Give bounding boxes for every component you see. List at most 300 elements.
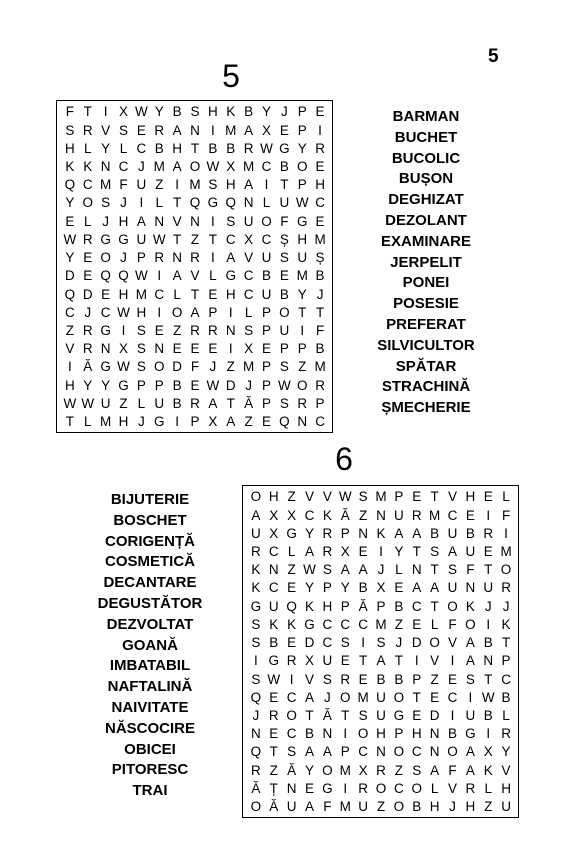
grid-cell: F — [190, 359, 200, 375]
grid-cell: J — [120, 195, 127, 211]
grid-cell: E — [358, 544, 368, 560]
grid-cell: W — [303, 562, 316, 578]
grid-cell: Y — [65, 195, 75, 211]
grid-cell: R — [82, 231, 93, 247]
grid-cell: G — [118, 377, 129, 393]
grid-cell: T — [269, 744, 278, 760]
grid-cell: C — [286, 689, 297, 705]
grid-cell: H — [65, 140, 75, 156]
grid-cell: C — [154, 286, 165, 302]
grid-cell: D — [225, 377, 236, 393]
grid-cell: K — [83, 159, 93, 175]
grid-cell: B — [315, 341, 325, 357]
grid-cell: W — [206, 377, 220, 393]
grid-cell: Z — [226, 359, 235, 375]
grid-cell: L — [502, 708, 510, 724]
word-list-item: BUȘON — [398, 170, 454, 188]
word-list-item: GOANĂ — [122, 636, 178, 654]
grid-cell: G — [465, 726, 476, 742]
grid-cell: L — [84, 213, 92, 229]
word-list-item: PONEI — [402, 274, 450, 292]
grid-cell: H — [118, 414, 129, 430]
grid-cell: T — [430, 562, 439, 578]
grid-cell: Q — [64, 177, 76, 193]
grid-cell: F — [119, 177, 128, 193]
grid-cell: A — [305, 544, 315, 560]
grid-cell: G — [100, 231, 111, 247]
grid-cell: M — [375, 616, 387, 632]
grid-cell: C — [322, 616, 333, 632]
word-list-puzzle-5 — [356, 108, 496, 417]
word-list-item: NĂSCOCIRE — [104, 719, 195, 737]
grid-cell: C — [358, 616, 368, 632]
grid-cell: P — [136, 377, 146, 393]
grid-cell: M — [189, 177, 201, 193]
grid-cell: T — [226, 395, 235, 411]
grid-cell: C — [340, 616, 351, 632]
grid-cell: I — [210, 122, 215, 138]
grid-cell: G — [118, 231, 129, 247]
grid-cell: R — [243, 140, 254, 156]
grid-cell: R — [268, 708, 279, 724]
grid-cell: I — [361, 635, 365, 651]
grid-cell: N — [154, 213, 165, 229]
grid-cell: C — [322, 635, 333, 651]
grid-cell: W — [277, 377, 291, 393]
grid-cell: V — [244, 250, 254, 266]
grid-cell: H — [297, 231, 308, 247]
grid-cell: F — [501, 507, 511, 523]
grid-cell: I — [486, 726, 491, 742]
grid-cell: L — [430, 616, 439, 632]
grid-cell: S — [251, 616, 261, 632]
grid-cell: O — [286, 708, 297, 724]
grid-cell: T — [173, 195, 182, 211]
grid-cell: Ș — [279, 231, 289, 247]
grid-cell: I — [228, 341, 233, 357]
grid-cell: S — [208, 177, 218, 193]
grid-cell: I — [379, 544, 383, 560]
grid-cell: R — [315, 377, 325, 393]
grid-cell: B — [315, 268, 325, 284]
grid-cell: T — [190, 140, 200, 156]
grid-cell: A — [465, 762, 475, 778]
word-list-item: BIJUTERIE — [110, 491, 190, 508]
grid-cell: X — [376, 580, 386, 596]
grid-cell: G — [393, 708, 405, 724]
grid-cell: M — [242, 159, 255, 175]
grid-cell: X — [226, 159, 236, 175]
page-number: 5 — [488, 46, 499, 67]
grid-cell: J — [138, 159, 145, 175]
grid-cell: R — [251, 762, 261, 778]
grid-cell: N — [286, 780, 297, 796]
grid-cell: O — [357, 726, 369, 742]
grid-cell: U — [268, 598, 279, 614]
grid-cell: H — [411, 726, 422, 742]
grid-cell: T — [305, 708, 314, 724]
grid-cell: U — [243, 213, 254, 229]
grid-cell: J — [449, 799, 456, 815]
grid-cell: O — [465, 616, 476, 632]
grid-cell: E — [315, 213, 325, 229]
grid-cell: J — [395, 635, 403, 651]
grid-cell: H — [118, 213, 129, 229]
word-list-item: COSMETICĂ — [105, 553, 195, 571]
grid-cell: W — [81, 395, 95, 411]
grid-cell: G — [154, 414, 165, 430]
grid-cell: W — [63, 231, 77, 247]
letter-grid-puzzle-6 — [242, 485, 519, 818]
word-list-item: DEZOLANT — [385, 211, 467, 229]
grid-cell: A — [412, 580, 422, 596]
grid-cell: R — [82, 122, 93, 138]
grid-cell: C — [411, 598, 422, 614]
grid-cell: U — [465, 708, 476, 724]
grid-cell: X — [119, 104, 129, 120]
grid-cell: S — [119, 122, 129, 138]
grid-cell: H — [172, 140, 182, 156]
grid-cell: E — [83, 268, 93, 284]
grid-cell: A — [208, 395, 218, 411]
grid-cell: X — [261, 122, 271, 138]
grid-cell: F — [315, 323, 325, 339]
grid-cell: A — [430, 580, 440, 596]
grid-cell: N — [358, 525, 368, 541]
grid-cell: Y — [261, 104, 271, 120]
grid-cell: Q — [250, 689, 262, 705]
grid-cell: U — [136, 177, 147, 193]
grid-cell: I — [468, 689, 473, 705]
grid-cell: S — [340, 635, 350, 651]
grid-cell: K — [465, 598, 475, 614]
grid-cell: I — [68, 359, 72, 375]
grid-cell: P — [322, 580, 332, 596]
grid-cell: I — [504, 525, 508, 541]
grid-cell: P — [297, 104, 307, 120]
grid-cell: C — [315, 414, 325, 430]
grid-cell: V — [447, 489, 457, 505]
grid-cell: S — [358, 708, 368, 724]
grid-cell: T — [484, 562, 493, 578]
grid-cell: P — [261, 304, 271, 320]
grid-cell: O — [411, 780, 422, 796]
grid-cell: L — [119, 140, 128, 156]
grid-cell: I — [157, 304, 162, 320]
grid-cell: O — [447, 598, 458, 614]
grid-cell: N — [243, 195, 254, 211]
grid-cell: Z — [287, 562, 296, 578]
grid-cell: P — [412, 671, 422, 687]
word-list-item: DEGUSTĂTOR — [97, 594, 203, 612]
grid-cell: R — [251, 544, 261, 560]
grid-cell: B — [172, 395, 182, 411]
grid-cell: R — [207, 323, 218, 339]
grid-cell: R — [483, 525, 494, 541]
grid-cell: C — [243, 286, 254, 302]
grid-cell: A — [322, 744, 332, 760]
grid-cell: G — [286, 525, 297, 541]
grid-cell: S — [287, 744, 297, 760]
grid-cell: H — [225, 177, 236, 193]
grid-cell: Ă — [358, 598, 368, 614]
grid-cell: K — [376, 525, 386, 541]
grid-cell: Ă — [83, 359, 93, 375]
grid-cell: T — [394, 653, 403, 669]
grid-cell: M — [100, 414, 112, 430]
grid-cell: H — [118, 286, 129, 302]
grid-cell: A — [226, 414, 236, 430]
grid-cell: T — [208, 231, 217, 247]
grid-cell: W — [206, 159, 220, 175]
grid-cell: I — [228, 304, 233, 320]
grid-cell: Z — [269, 762, 278, 778]
grid-cell: S — [244, 323, 254, 339]
grid-cell: T — [430, 598, 439, 614]
grid-cell: Q — [279, 414, 290, 430]
grid-cell: R — [315, 140, 325, 156]
grid-cell: B — [244, 104, 254, 120]
grid-cell: W — [260, 140, 273, 156]
grid-cell: J — [377, 562, 385, 578]
grid-cell: S — [65, 122, 75, 138]
grid-cell: H — [322, 598, 333, 614]
grid-cell: R — [154, 250, 165, 266]
grid-cell: E — [83, 250, 93, 266]
grid-cell: R — [190, 323, 200, 339]
word-list-item: PREFERAT — [386, 315, 466, 333]
grid-cell: N — [297, 414, 308, 430]
grid-cell: E — [340, 653, 350, 669]
grid-cell: O — [375, 780, 387, 796]
grid-cell: N — [429, 744, 440, 760]
grid-cell: M — [314, 231, 326, 247]
grid-cell: T — [412, 689, 421, 705]
grid-cell: C — [411, 744, 422, 760]
grid-cell: J — [120, 250, 127, 266]
grid-cell: L — [137, 395, 146, 411]
grid-cell: A — [251, 507, 261, 523]
grid-cell: S — [465, 671, 475, 687]
grid-cell: G — [268, 653, 280, 669]
grid-cell: V — [172, 213, 182, 229]
grid-cell: M — [339, 762, 351, 778]
grid-cell: M — [375, 489, 387, 505]
word-list-item: SILVICULTOR — [377, 336, 475, 354]
grid-cell: D — [304, 635, 315, 651]
grid-cell: O — [82, 195, 94, 211]
grid-cell: J — [245, 377, 252, 393]
grid-cell: B — [483, 708, 493, 724]
grid-cell: A — [358, 562, 368, 578]
grid-cell: I — [157, 268, 162, 284]
grid-cell: Q — [118, 268, 129, 284]
word-list-item: OBICEI — [124, 740, 176, 758]
grid-cell: W — [135, 268, 148, 284]
letter-grid-puzzle-5 — [56, 100, 333, 433]
grid-cell: B — [172, 104, 182, 120]
grid-cell: I — [139, 195, 144, 211]
grid-cell: C — [304, 507, 315, 523]
grid-cell: Z — [190, 231, 200, 247]
grid-cell: G — [304, 616, 315, 632]
grid-cell: E — [208, 286, 218, 302]
grid-cell: N — [154, 341, 165, 357]
grid-cell: C — [447, 689, 458, 705]
grid-cell: S — [279, 395, 289, 411]
grid-cell: T — [280, 177, 289, 193]
grid-cell: P — [394, 489, 404, 505]
grid-cell: E — [412, 489, 422, 505]
grid-cell: C — [100, 304, 111, 320]
grid-cell: N — [322, 726, 333, 742]
word-list-item: NAIVITATE — [111, 698, 189, 716]
grid-cell: Y — [305, 580, 315, 596]
grid-cell: S — [322, 671, 332, 687]
grid-cell: K — [226, 104, 236, 120]
grid-cell: F — [323, 799, 332, 815]
grid-cell: S — [279, 359, 289, 375]
grid-cell: P — [376, 598, 386, 614]
grid-cell: R — [322, 544, 333, 560]
grid-cell: I — [318, 122, 322, 138]
grid-cell: D — [65, 268, 75, 284]
grid-cell: E — [483, 489, 493, 505]
grid-cell: I — [103, 104, 108, 120]
grid-cell: C — [393, 780, 404, 796]
grid-cell: H — [465, 799, 476, 815]
grid-cell: P — [261, 323, 271, 339]
grid-cell: A — [190, 304, 200, 320]
grid-cell: S — [447, 562, 457, 578]
grid-cell: X — [269, 507, 279, 523]
grid-cell: G — [100, 323, 111, 339]
grid-cell: P — [208, 304, 218, 320]
grid-cell: V — [190, 268, 200, 284]
grid-cell: G — [207, 195, 219, 211]
grid-cell: L — [244, 304, 253, 320]
word-list-item: NAFTALINĂ — [107, 678, 193, 696]
grid-cell: B — [279, 286, 289, 302]
grid-cell: E — [287, 580, 297, 596]
grid-cell: W — [135, 104, 148, 120]
grid-cell: G — [225, 268, 236, 284]
grid-cell: C — [315, 195, 325, 211]
grid-cell: T — [65, 414, 75, 430]
grid-cell: D — [411, 635, 422, 651]
grid-cell: L — [395, 562, 403, 578]
word-list-item: SPĂTAR — [395, 357, 457, 375]
grid-cell: N — [465, 580, 476, 596]
grid-cell: N — [429, 726, 440, 742]
grid-cell: U — [279, 195, 290, 211]
grid-cell: I — [121, 323, 126, 339]
grid-cell: T — [412, 544, 421, 560]
grid-cell: A — [136, 213, 146, 229]
grid-cell: Ș — [315, 250, 325, 266]
grid-cell: M — [428, 507, 441, 523]
grid-cell: X — [483, 744, 493, 760]
grid-cell: J — [502, 598, 510, 614]
grid-cell: V — [322, 489, 332, 505]
grid-cell: E — [412, 616, 422, 632]
grid-cell: O — [393, 689, 405, 705]
grid-cell: M — [225, 122, 237, 138]
grid-cell: Y — [305, 525, 315, 541]
grid-cell: I — [254, 653, 258, 669]
grid-cell: I — [450, 653, 455, 669]
grid-cell: O — [393, 744, 405, 760]
grid-cell: W — [481, 689, 495, 705]
grid-cell: N — [190, 122, 200, 138]
grid-cell: N — [172, 250, 182, 266]
grid-cell: S — [322, 562, 332, 578]
grid-cell: C — [447, 507, 458, 523]
grid-cell: X — [340, 544, 350, 560]
grid-cell: T — [341, 708, 350, 724]
grid-cell: D — [172, 359, 182, 375]
grid-cell: U — [261, 286, 272, 302]
word-list-item: DECANTARE — [103, 574, 197, 592]
grid-cell: K — [65, 159, 75, 175]
grid-cell: Q — [286, 598, 297, 614]
grid-cell: S — [430, 544, 440, 560]
grid-cell: L — [430, 780, 439, 796]
grid-cell: Ă — [322, 708, 332, 724]
grid-cell: C — [136, 140, 147, 156]
grid-cell: E — [279, 122, 289, 138]
grid-cell: U — [483, 580, 494, 596]
grid-cell: E — [287, 635, 297, 651]
grid-cell: F — [448, 762, 457, 778]
grid-cell: R — [376, 762, 386, 778]
grid-cell: M — [314, 359, 326, 375]
puzzle-number-5: 5 — [222, 58, 240, 94]
grid-cell: X — [269, 525, 279, 541]
grid-cell: B — [154, 140, 164, 156]
grid-cell: S — [251, 671, 261, 687]
grid-cell: J — [138, 414, 145, 430]
grid-cell: O — [171, 304, 183, 320]
grid-cell: C — [65, 304, 75, 320]
grid-cell: A — [226, 250, 236, 266]
grid-cell: O — [279, 304, 290, 320]
grid-cell: P — [261, 359, 271, 375]
grid-cell: U — [376, 689, 386, 705]
grid-cell: M — [357, 689, 369, 705]
grid-cell: B — [226, 140, 236, 156]
grid-cell: V — [447, 635, 457, 651]
grid-cell: P — [190, 414, 200, 430]
word-list-item: BOSCHET — [113, 511, 187, 529]
grid-cell: E — [465, 507, 475, 523]
grid-cell: W — [338, 489, 352, 505]
grid-cell: R — [340, 671, 351, 687]
grid-cell: T — [190, 286, 200, 302]
grid-cell: X — [244, 231, 254, 247]
word-list-item: BUCHET — [394, 128, 458, 146]
grid-cell: I — [289, 671, 294, 687]
grid-cell: U — [100, 395, 111, 411]
grid-cell: O — [189, 159, 201, 175]
grid-cell: A — [305, 744, 315, 760]
grid-cell: G — [250, 598, 262, 614]
grid-cell: R — [358, 780, 368, 796]
grid-cell: P — [297, 122, 307, 138]
grid-cell: I — [450, 708, 455, 724]
grid-cell: R — [190, 395, 200, 411]
grid-cell: C — [358, 744, 368, 760]
